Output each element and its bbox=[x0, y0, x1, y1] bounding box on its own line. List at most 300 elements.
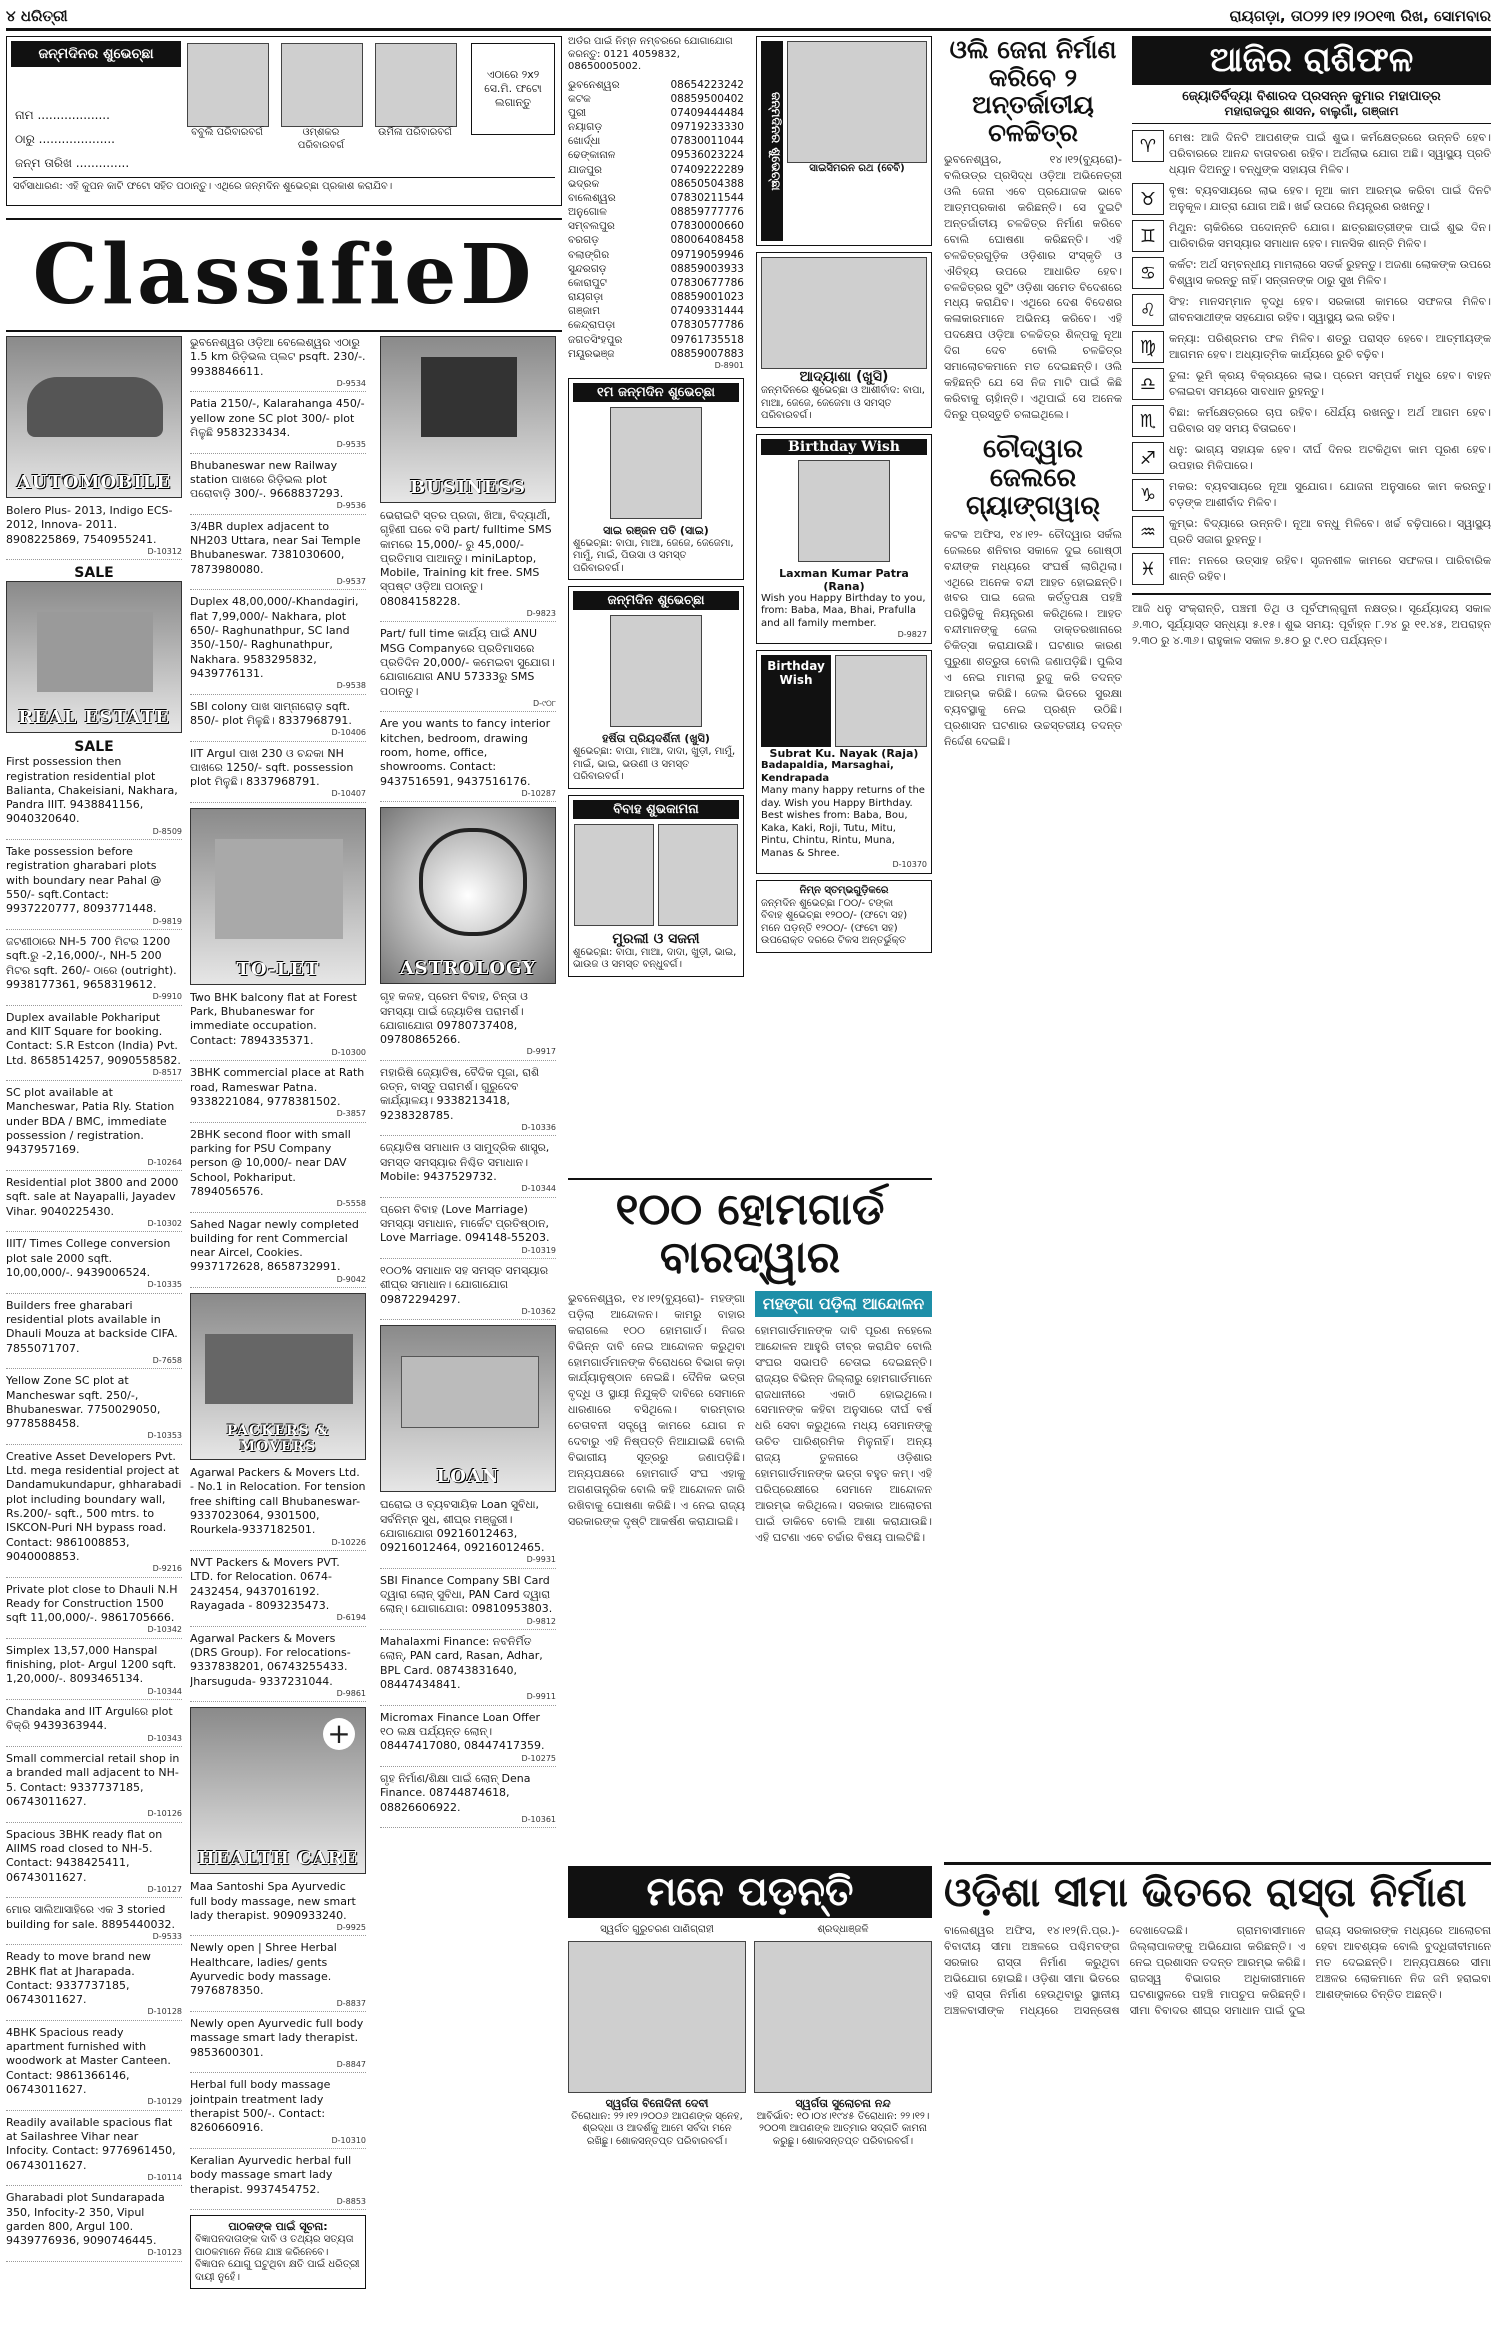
ad-code: D-9931 bbox=[526, 1555, 556, 1565]
ad-text: ଜଟଣୀଠାରେ NH-5 700 ମିଟର 1200 sqft.ରୁ -2,16,000/-, NH-5 200 ମିଟର sqft. 260/- ଠାରେ (outright). 9938177361, 9658319612. bbox=[6, 935, 177, 991]
road-article bbox=[944, 1862, 1491, 2322]
kid-image bbox=[187, 43, 269, 127]
phone-number: 08006408458 bbox=[670, 234, 744, 247]
zodiac-icon: ♓ bbox=[1132, 553, 1164, 585]
ad-code: D-10310 bbox=[331, 2135, 366, 2145]
classified-ad bbox=[380, 1574, 556, 1630]
ad-code: D-7658 bbox=[152, 1355, 182, 1365]
page-number: ୪ ଧରିତ୍ରୀ bbox=[6, 7, 68, 25]
truck-image bbox=[205, 1334, 353, 1404]
district-name: ନୟାଗଡ଼ bbox=[568, 121, 603, 134]
classified-ad bbox=[6, 1828, 182, 1899]
phone-number: 07409222289 bbox=[670, 163, 744, 176]
ad-code: D-3857 bbox=[336, 1109, 366, 1119]
ad-text: SC plot available at Mancheswar, Patia Rly. Station under BDA / BMC, immediate possession / registration. 9437957169. bbox=[6, 1086, 175, 1157]
laxman-text: Wish you Happy Birthday to you, from: Baba, Maa, Bhai, Prafulla and all family member. bbox=[761, 592, 926, 629]
classified-ad bbox=[6, 2026, 182, 2111]
plus-icon: + bbox=[323, 1718, 355, 1750]
horoscope-title: ଆଜିର ରାଶିଫଳ bbox=[1132, 36, 1491, 85]
briefcase-image bbox=[421, 357, 517, 437]
zodiac-entry bbox=[1132, 294, 1491, 326]
district-name: ବାଲେଶ୍ୱର bbox=[568, 191, 616, 204]
memorial-section bbox=[568, 1866, 932, 2316]
birthday-wish-tag: Birthday Wish bbox=[761, 655, 831, 747]
ad-code: D-9537 bbox=[336, 577, 366, 587]
classified-ad bbox=[190, 1941, 366, 2012]
sale-heading: SALE bbox=[74, 739, 114, 756]
building-image bbox=[37, 612, 153, 692]
ad-text: Two BHK balcony flat at Forest Park, Bhubaneswar for immediate occupation. Contact: 7894335371. bbox=[190, 990, 357, 1047]
classified-ad bbox=[6, 1374, 182, 1445]
rate-line: ମନେ ପଡ଼ନ୍ତି ୧୨୦୦/- (ଫଟୋ ସହ) bbox=[761, 922, 898, 934]
ad-code: D-9536 bbox=[336, 501, 366, 511]
phone-number: 07830577786 bbox=[670, 319, 744, 332]
zodiac-icon: ♐ bbox=[1132, 442, 1164, 474]
rate-line: ବିବାହ ଶୁଭେଚ୍ଛା ୧୨୦୦/- (ଫଟୋ ସହ) bbox=[761, 910, 908, 921]
classified-ad bbox=[380, 1711, 556, 1767]
kid-image bbox=[375, 43, 457, 127]
zodiac-wheel-image bbox=[419, 828, 527, 936]
loan-category bbox=[380, 1325, 556, 1492]
ad-text: First possession then registration residential plot Balianta, Chakeisiani, Nakhara, Pandra IIIT. 9438841156, 9040320640. bbox=[6, 755, 178, 826]
ad-text: Spacious 3BHK ready flat on AIIMS road closed to NH-5. Contact: 9438425411, 06743011627. bbox=[6, 1827, 163, 1884]
memorial-caption: ସ୍ୱର୍ଗତ ଗୁରୁଚରଣ ପାଣିଗ୍ରାହୀ bbox=[600, 1924, 714, 1935]
classified-ad bbox=[380, 627, 556, 712]
phone-row bbox=[568, 163, 744, 177]
classified-ad bbox=[190, 991, 366, 1062]
business-category bbox=[380, 336, 556, 503]
phone-row bbox=[568, 134, 744, 148]
ad-code: D-10343 bbox=[147, 1733, 182, 1743]
ad-text: Micromax Finance Loan Offer ୧୦ ଲକ୍ଷ ପର୍ଯ୍ୟନ୍ତ ଲୋନ୍। 08447417080, 08447417359. bbox=[380, 1710, 545, 1753]
ad-code: D-10319 bbox=[521, 1245, 556, 1255]
classified-ad bbox=[380, 1141, 556, 1197]
ad-text: Builders free gharabari residential plots available in Dhauli Mouza at backside CIFA. 7855071707. bbox=[6, 1298, 178, 1355]
road-story: ବାଲେଶ୍ୱର ଅଫିସ, ୧୪।୧୨(ନି.ପ୍ର.)- ବିବାଦୀୟ ସୀମା ଅଞ୍ଚଳରେ ପଶ୍ଚିମବଙ୍ଗ ସରକାର ରାସ୍ତା ନିର୍ମାଣ କରୁଥିବା ଅଭିଯୋଗ ହୋଇଛି। ଓଡ଼ିଶା ସୀମା ଭିତରେ ଏହି ରାସ୍ତା ନିର୍ମାଣ ହେଉଥିବାରୁ ସ୍ଥାନୀୟ ଅଞ୍ଚଳବାସୀଙ୍କ ମଧ୍ୟରେ ଅସନ୍ତୋଷ ଦେଖାଦେଇଛି। ଗ୍ରାମବାସୀମାନେ ଜିଲ୍ଲାପାଳଙ୍କୁ ଅଭିଯୋଗ କରିଛନ୍ତି। ଏ ନେଇ ପ୍ରଶାସନ ତଦନ୍ତ ଆରମ୍ଭ କରିଛି। ରାଜସ୍ୱ ବିଭାଗର ଅଧିକାରୀମାନେ ଘଟଣାସ୍ଥଳରେ ପହଞ୍ଚି ମାପଚୁପ କରିଛନ୍ତି। ସୀମା ବିବାଦର ଶୀଘ୍ର ସମାଧାନ ପାଇଁ ଦୁଇ ରାଜ୍ୟ ସରକାରଙ୍କ ମଧ୍ୟରେ ଆଲୋଚନା ହେବା ଆବଶ୍ୟକ ବୋଲି ବୁଦ୍ଧିଜୀବୀମାନେ ମତ ଦେଇଛନ୍ତି। ଅନ୍ୟପକ୍ଷରେ ସୀମା ଅଞ୍ଚଳର ଲୋକମାନେ ନିଜ ଜମି ହରାଇବା ଆଶଙ୍କାରେ ଚିନ୍ତିତ ଅଛନ୍ତି। bbox=[944, 1924, 1491, 2017]
astrology-ads bbox=[380, 990, 556, 1320]
ad-text: Are you wants to fancy interior kitchen, bedroom, drawing room, home, office, showrooms. Contact: 9437516591, 9437516176. bbox=[380, 717, 551, 788]
homeguard-headline: ୧୦୦ ହୋମଗାର୍ଡ ବାରଦ୍ୱାର bbox=[568, 1178, 932, 1283]
birthday-greeting bbox=[568, 586, 744, 789]
date-label: ଜନ୍ମ ତାରିଖ bbox=[15, 156, 72, 170]
ad-code: D-8509 bbox=[152, 826, 182, 836]
tolet-category bbox=[190, 808, 366, 985]
phone-number: 08859007883 bbox=[670, 347, 744, 360]
page-dateline: ରାୟଗଡ଼ା, ତା୦୨୨।୧୨।୨୦୧୩ ରିଖ, ସୋମବାର bbox=[1229, 7, 1491, 25]
ad-text: ପ୍ରେମ ବିବାହ (Love Marriage) ସମସ୍ୟା ସମାଧାନ, ମାର୍କେଟ ପ୍ରତିଷ୍ଠାନ, Love Marriage. 094148-55203. bbox=[380, 1202, 550, 1245]
birthday-form-title: ଜନ୍ମଦିନର ଶୁଭେଚ୍ଛା bbox=[11, 41, 181, 67]
phone-row bbox=[568, 92, 744, 106]
phone-number: 07830677786 bbox=[670, 276, 744, 289]
greeting-text: ଶୁଭେଚ୍ଛା: ବାପା, ମାଆ, ଜେଜେ, ଜେଜେମା, ମାମୁଁ, ମାଇଁ, ପିଉସା ଓ ସମସ୍ତ ପରିବାରବର୍ଗ। bbox=[573, 537, 734, 574]
memorial-name: ସ୍ୱର୍ଗତା ସୁଲୋଚନା ନନ୍ଦ bbox=[795, 2096, 891, 2110]
phone-row bbox=[568, 290, 744, 304]
kid-photo bbox=[281, 43, 361, 152]
classified-ad bbox=[190, 595, 366, 694]
bride-photo bbox=[658, 824, 738, 926]
classified-ad bbox=[6, 1237, 182, 1293]
groom-photo bbox=[574, 824, 654, 926]
ad-code: D-9819 bbox=[152, 916, 182, 926]
memorial-photo bbox=[754, 1941, 932, 2093]
zodiac-entry bbox=[1132, 183, 1491, 215]
phone-row bbox=[568, 248, 744, 262]
ad-code: D-10361 bbox=[521, 1814, 556, 1824]
phone-row bbox=[568, 191, 744, 205]
district-name: ଯାଜପୁର bbox=[568, 163, 602, 176]
house-image bbox=[215, 839, 343, 939]
birthday-greeting bbox=[756, 252, 932, 428]
ad-code: D-10275 bbox=[521, 1753, 556, 1763]
district-phone-list bbox=[568, 78, 744, 361]
ad-code: D-10129 bbox=[147, 2097, 182, 2107]
classified-ad bbox=[190, 1556, 366, 1627]
ad-code: D-9917 bbox=[526, 1047, 556, 1057]
notice-title: ପାଠକଙ୍କ ପାଇଁ ସୂଚନା: bbox=[228, 2220, 328, 2234]
horoscope-section bbox=[1132, 36, 1491, 1854]
ad-text: Ready to move brand new 2BHK flat at Jharapada. Contact: 9337737185, 06743011627. bbox=[6, 1950, 151, 2007]
classified-ad bbox=[380, 717, 556, 802]
district-name: ସୁନ୍ଦରଗଡ଼ bbox=[568, 262, 607, 275]
car-image bbox=[27, 377, 163, 437]
ad-text: IIT Argul ପାଖ 230 ଓ ଚନ୍ଦକା NH ପାଖରେ 1250/- sqft. possession plot ମିଳୁଛି। 8337968791. bbox=[190, 746, 354, 789]
ad-text: Readily available spacious flat at Sailashree Vihar near Infocity. Contact: 9776961450, 06743011627. bbox=[6, 2115, 176, 2172]
ad-code: D-୯୦୮ bbox=[533, 698, 556, 708]
classified-ad bbox=[190, 1128, 366, 1213]
kid-caption: ଓମ୍ଶକର ପରିବାରବର୍ଗ bbox=[297, 127, 345, 151]
birthday-form bbox=[6, 36, 562, 206]
phone-row bbox=[568, 148, 744, 162]
classified-ad bbox=[190, 397, 366, 453]
ad-text: Simplex 13,57,000 Hanspal finishing, plot- Argul 1200 sqft. 1,20,000/-. 8093465134. bbox=[6, 1643, 177, 1686]
district-name: ମୟୂରଭଞ୍ଜ bbox=[568, 347, 615, 360]
gangwar-story: କଟକ ଅଫିସ, ୧୪।୧୨- ଚୌଦ୍ୱାର ସର୍କଲ ଜେଲରେ ଶନିବାର ସକାଳେ ଦୁଇ ଗୋଷ୍ଠୀ ବନ୍ଦୀଙ୍କ ମଧ୍ୟରେ ସଂଘର୍ଷ ଲାଗିଥିଲା। ଏଥିରେ ଅନେକ ବନ୍ଦୀ ଆହତ ହୋଇଛନ୍ତି। ଖବର ପାଇ ଜେଲ କର୍ତ୍ତୃପକ୍ଷ ପହଞ୍ଚି ପରିସ୍ଥିତିକୁ ନିୟନ୍ତ୍ରଣ କରିଥିଲେ। ଆହତ ବନ୍ଦୀମାନଙ୍କୁ ଜେଲ ଡାକ୍ତରଖାନାରେ ଚିକିତ୍ସା କରାଯାଉଛି। ଘଟଣାର କାରଣ ପୁରୁଣା ଶତ୍ରୁତା ବୋଲି ଜଣାପଡ଼ିଛି। ପୁଲିସ ଏ ନେଇ ମାମଲା ରୁଜୁ କରି ତଦନ୍ତ ଆରମ୍ଭ କରିଛି। ଜେଲ ଭିତରେ ସୁରକ୍ଷା ବ୍ୟବସ୍ଥାକୁ ନେଇ ପ୍ରଶ୍ନ ଉଠିଛି। ପ୍ରଶାସନ ଘଟଣାର ଉଚ୍ଚସ୍ତରୀୟ ତଦନ୍ତ ନିର୍ଦ୍ଦେଶ ଦେଇଛି। bbox=[944, 527, 1122, 748]
money-image bbox=[401, 1356, 539, 1428]
ad-code: D-10353 bbox=[147, 1431, 182, 1441]
ad-text: Herbal full body massage jointpain treatment lady therapist 500/-. Contact: 8260660916. bbox=[190, 2078, 331, 2135]
phone-number: 07830011044 bbox=[670, 135, 744, 148]
phone-row bbox=[568, 333, 744, 347]
name-label: ନାମ bbox=[15, 108, 34, 122]
classified-ad bbox=[380, 509, 556, 622]
ad-code: D-10336 bbox=[521, 1122, 556, 1132]
ad-text: ଜ୍ୟୋତିଷ ସମାଧାନ ଓ ସାମୁଦ୍ରିକ ଶାସ୍ତ୍ର, ସମସ୍ତ ସମସ୍ୟାର ନିଶ୍ଚିତ ସମାଧାନ। Mobile: 9437529732. bbox=[380, 1141, 550, 1183]
ad-text: SBI Finance Company SBI Card ଦ୍ୱାରା ଲୋନ୍ ସୁବିଧା, PAN Card ଦ୍ୱାରା ଲୋନ୍। ଯୋଗାଯୋଗ: 09810953803. bbox=[380, 1573, 553, 1616]
ad-code: D-9823 bbox=[526, 609, 556, 619]
column-business bbox=[380, 336, 556, 2326]
automobile-label: AUTOMOBILE bbox=[16, 472, 172, 493]
phone-number: 08650504388 bbox=[670, 177, 744, 190]
zodiac-entry bbox=[1132, 257, 1491, 289]
classified-ad bbox=[6, 1176, 182, 1232]
greeting-text: ଶୁଭେଚ୍ଛା: ବାପା, ମାଆ, ଦାଦା, ଖୁଡ଼ୀ, ମାମୁଁ, ମାଇଁ, ଭାଇ, ଭଉଣୀ ଓ ସମସ୍ତ ପରିବାରବର୍ଗ। bbox=[573, 746, 736, 783]
district-name: ଅନୁଗୋଳ bbox=[568, 206, 607, 219]
rate-line: ଉପରୋକ୍ତ ଦରରେ ଟିକସ ଅନ୍ତର୍ଭୁକ୍ତ bbox=[761, 935, 907, 946]
baby-photo bbox=[787, 41, 927, 163]
ad-code: D-10128 bbox=[147, 2007, 182, 2017]
reader-notice bbox=[190, 2215, 366, 2289]
zodiac-icon: ♈ bbox=[1132, 130, 1164, 162]
ad-text: ଭେରାଇଟି ସ୍ତର ପ୍ରଜା, ଖିଆ, ବିଦ୍ୟାର୍ଥୀ, ଗୃହିଣୀ ଘରେ ବସି part/ fulltime SMS କାମରେ 15,000/- ରୁ 45,000/- ପ୍ରତିମାସ ପାଆନ୍ତୁ। miniLaptop, Mobile, Training kit free. SMS ସ୍ପଷ୍ଟ ଓଡ଼ିଆ ପଠାନ୍ତୁ। 08084158228. bbox=[380, 509, 552, 608]
automobile-category bbox=[6, 336, 182, 498]
homeguard-subhead: ମହଙ୍ଗା ପଡ଼ିଲା ଆନ୍ଦୋଳନ bbox=[755, 1291, 932, 1317]
zodiac-icon: ♎ bbox=[1132, 368, 1164, 400]
phone-row bbox=[568, 318, 744, 332]
phone-row bbox=[568, 347, 744, 361]
classified-ad bbox=[6, 1752, 182, 1823]
ad-text: ମୋର ସାଲିଆସାହିରେ ଏକ 3 storied building for sale. 8895440032. bbox=[6, 1903, 175, 1931]
zodiac-icon: ♌ bbox=[1132, 294, 1164, 326]
zodiac-text: ଧନୁ: ଭାଗ୍ୟ ସହାୟକ ହେବ। ଦୀର୍ଘ ଦିନର ଅଟକିଥିବା କାମ ପୂରଣ ହେବ। ଉପହାର ମିଳିପାରେ। bbox=[1169, 443, 1491, 473]
classified-ad bbox=[6, 755, 182, 840]
ad-code: D-6194 bbox=[336, 1613, 366, 1623]
kid-image bbox=[281, 43, 363, 127]
classified-ad bbox=[190, 2154, 366, 2210]
ad-code: D-10126 bbox=[147, 1809, 182, 1819]
ad-text: SBI colony ପାଖ ସାମ୍ନାରୋଡ଼ sqft. 850/- plot ମିଳୁଛି। 8337968791. bbox=[190, 699, 352, 727]
ad-code: D-10362 bbox=[521, 1306, 556, 1316]
zodiac-entry bbox=[1132, 405, 1491, 437]
child-photo bbox=[610, 407, 702, 519]
ad-text: Gharabadi plot Sundarapada 350, Infocity-2 350, Vipul garden 800, Argul 100. 9439776936, 9090746445. bbox=[6, 2191, 165, 2248]
realestate-ads bbox=[6, 755, 182, 2262]
memorial-person bbox=[568, 1924, 746, 2148]
zodiac-text: ମୀନ: ମନରେ ଉତ୍ସାହ ରହିବ। ସୃଜନଶୀଳ କାମରେ ସଫଳତା। ପାରିବାରିକ ଶାନ୍ତି ରହିବ। bbox=[1169, 554, 1491, 584]
from-label: ଠାରୁ bbox=[15, 132, 35, 146]
kid-caption: ବବୁଲି ପରିବାରବର୍ଗ bbox=[191, 127, 263, 138]
ad-text: 2BHK second floor with small parking for PSU Company person @ 10,000/- near DAV School, Pokhariput. 7894056576. bbox=[190, 1127, 351, 1198]
ad-text: Sahed Nagar newly completed building for rent Commercial near Aircel, Cookies. 9937172628, 8658732991. bbox=[190, 1217, 359, 1274]
health-ads bbox=[190, 1880, 366, 2210]
zodiac-icon: ♉ bbox=[1132, 183, 1164, 215]
business-ads bbox=[380, 509, 556, 802]
birthday-wish-title: Birthday Wish bbox=[761, 439, 927, 455]
rates-title: ନିମ୍ନ ସ୍ତମ୍ଭଗୁଡ଼ିକରେ bbox=[799, 885, 889, 896]
ad-code: D-10335 bbox=[147, 1280, 182, 1290]
packers-label: PACKERS & MOVERS bbox=[226, 1423, 330, 1456]
memorial-person bbox=[754, 1924, 932, 2148]
phone-number: 09719233330 bbox=[670, 121, 744, 134]
ad-text: Part/ full time କାର୍ଯ୍ୟ ପାଇଁ ANU MSG Companyରେ ପ୍ରତିମାସରେ ପ୍ରତିଦିନ 20,000/- କମେଇବା ସୁଯୋଗ। ଯୋଗାଯୋଗ ANU 57333ରୁ SMS ପଠାନ୍ତୁ। bbox=[380, 627, 555, 698]
packers-ads bbox=[190, 1466, 366, 1702]
wedding-title: ବିବାହ ଶୁଭକାମନା bbox=[573, 800, 739, 819]
photo-placeholder-box: ଏଠାରେ ୨x୨ ସେ.ମି. ଫଟୋ ଲଗାନ୍ତୁ bbox=[471, 43, 555, 135]
ad-code: D-10300 bbox=[331, 1048, 366, 1058]
ad-code: D-10302 bbox=[147, 1218, 182, 1228]
ad-text: Patia 2150/-, Kalarahanga 450/- yellow zone SC plot 300/- plot ମିଳୁଛି 9583233434. bbox=[190, 397, 365, 439]
ad-text: Creative Asset Developers Pvt. Ltd. mega residential project at Dandamukundapur, ghharabadi plot including boundary wall, Rs.200/- sqft., 500 mtrs. to ISKCON-Puri NH bypass road. Contact: 9861008853, 9040008853. bbox=[6, 1449, 182, 1563]
ad-text: Residential plot 3800 and 2000 sqft. sale at Nayapalli, Jayadev Vihar. 9040225430. bbox=[6, 1176, 179, 1218]
ad-text: 3BHK commercial place at Rath road, Rameswar Patna. 9338221084, 9778381502. bbox=[190, 1066, 365, 1109]
zodiac-text: କନ୍ୟା: ପରିଶ୍ରମର ଫଳ ମିଳିବ। ଶତ୍ରୁ ପରାସ୍ତ ହେବେ। ଆତ୍ମୀୟଙ୍କ ଆଗମନ ହେବ। ଅଧ୍ୟାତ୍ମିକ କାର୍ଯ୍ୟରେ ରୁଚି ବଢ଼ିବ। bbox=[1169, 332, 1491, 362]
ad-code: D-10407 bbox=[331, 789, 366, 799]
ad-text: Mahalaxmi Finance: ନବନିର୍ମିତ ଲୋନ୍, PAN card, Rasan, Adhar, BPL Card. 08743831640, 08447434841. bbox=[380, 1635, 543, 1691]
zodiac-entry bbox=[1132, 130, 1491, 178]
page-header bbox=[6, 4, 1491, 31]
subrat-text: Many many happy returns of the day. Wish you Happy Birthday. Best wishes from: Baba, Bou, Kaka, Kaki, Roji, Tutu, Mitu, Pintu, Chintu, Rintu, Muna, Manas & Shree. bbox=[761, 785, 925, 859]
ad-code: D-9538 bbox=[336, 681, 366, 691]
ad-text: Agarwal Packers & Movers (DRS Group). For relocations-9337838201, 06743255433. Jharsuguda- 9337231044. bbox=[190, 1631, 351, 1688]
ad-code: D-10344 bbox=[521, 1184, 556, 1194]
ad-text: Keralian Ayurvedic herbal full body massage smart lady therapist. 9937454752. bbox=[190, 2153, 352, 2196]
laxman-photo bbox=[798, 460, 890, 562]
zodiac-text: କର୍କଟ: ଅର୍ଥ ସମ୍ବନ୍ଧୀୟ ମାମଲାରେ ସତର୍କ ରୁହନ୍ତୁ। ଅଜଣା ଲୋକଙ୍କ ଉପରେ ବିଶ୍ୱାସ କରନ୍ତୁ ନାହିଁ। ସନ୍ତାନଙ୍କ ଠାରୁ ସୁଖ ମିଳିବ। bbox=[1169, 258, 1491, 288]
classified-ad bbox=[380, 1066, 556, 1137]
greeting-title: ୧ମ ଜନ୍ମଦିନ ଶୁଭେଚ୍ଛା bbox=[573, 383, 739, 402]
column-news bbox=[944, 36, 1122, 1416]
phones-code: D-8901 bbox=[714, 360, 744, 370]
classified-ad bbox=[380, 990, 556, 1061]
ad-code: D-10406 bbox=[331, 728, 366, 738]
realestate-label: REAL ESTATE bbox=[18, 707, 170, 729]
district-name: ପୁରୀ bbox=[568, 106, 587, 119]
notice-text: ବିଜ୍ଞାପନଦାତାଙ୍କ ଦାବି ଓ ତଥ୍ୟର ସତ୍ୟତା ପାଠକମାନେ ନିଜେ ଯାଞ୍ଚ କରିନେବେ। ବିଜ୍ଞାପନ ଯୋଗୁ ଘଟୁଥିବା କ୍ଷତି ପାଇଁ ଧରିତ୍ରୀ ଦାୟୀ ନୁହେଁ। bbox=[195, 2234, 360, 2283]
ad-code: D-9861 bbox=[336, 1688, 366, 1698]
phone-number: 09761735518 bbox=[670, 333, 744, 346]
zodiac-icon: ♒ bbox=[1132, 516, 1164, 548]
zodiac-text: ମିଥୁନ: ଚାକିରିରେ ପଦୋନ୍ନତି ଯୋଗ। ଛାତ୍ରଛାତ୍ରୀଙ୍କ ପାଇଁ ଶୁଭ ଦିନ। ପାରିବାରିକ ସମସ୍ୟାର ସମାଧାନ ହେବ। ମାନସିକ ଶାନ୍ତି ମିଳିବ। bbox=[1169, 221, 1491, 251]
classified-ad bbox=[190, 1218, 366, 1289]
classified-ad bbox=[190, 1466, 366, 1551]
ad-code: D-10127 bbox=[147, 1884, 182, 1894]
zodiac-icon: ♊ bbox=[1132, 220, 1164, 252]
ad-code: D-8517 bbox=[152, 1067, 182, 1077]
zodiac-list bbox=[1132, 130, 1491, 585]
phone-row bbox=[568, 233, 744, 247]
phone-number: 07409444484 bbox=[670, 106, 744, 119]
subrat-code: D-10370 bbox=[892, 860, 927, 869]
baby-name: ସାଇସିମରନ ରଥ (ବେବି) bbox=[809, 163, 905, 174]
column-tolet bbox=[190, 336, 366, 2326]
film-headline: ଓଲି ଜେନା ନିର୍ମାଣ କରିବେ ୨ ଅନ୍ତର୍ଜାତୀୟ ଚଳଚ୍ଚିତ୍ର bbox=[949, 36, 1117, 147]
classified-ad bbox=[6, 845, 182, 930]
classified-ad bbox=[6, 1950, 182, 2021]
classified-ad bbox=[190, 2078, 366, 2149]
zodiac-entry bbox=[1132, 220, 1491, 252]
ad-code: D-10114 bbox=[147, 2172, 182, 2182]
ad-text: Bhubaneswar new Railway station ପାଖରେ ରିଡ଼ିଭଲ plot ପରୋବାଡ଼ି 300/-. 9668837293. bbox=[190, 458, 344, 501]
ad-code: D-10287 bbox=[521, 788, 556, 798]
girl-photo bbox=[761, 257, 927, 369]
memorial-title: ମନେ ପଡ଼ନ୍ତି bbox=[568, 1866, 932, 1918]
form-fields: ନାମ ................... ଠାରୁ .................... ଜନ୍ମ ତାରିଖ .............. bbox=[15, 108, 130, 170]
birthday-wish-laxman bbox=[756, 434, 932, 645]
district-name: ଭଦ୍ରକ bbox=[568, 177, 600, 190]
ad-code: D-10342 bbox=[147, 1625, 182, 1635]
memorial-photo bbox=[568, 1941, 746, 2093]
classified-ad bbox=[6, 1450, 182, 1578]
sale-heading: SALE bbox=[74, 565, 114, 582]
ad-code: D-9534 bbox=[336, 378, 366, 388]
classified-ad bbox=[6, 2191, 182, 2262]
zodiac-icon: ♋ bbox=[1132, 257, 1164, 289]
ad-text: Newly open Ayurvedic full body massage smart lady therapist. 9853600301. bbox=[190, 2017, 364, 2059]
ad-text: 3/4BR duplex adjacent to NH203 Uttara, near Sai Temple Bhubaneswar. 7381030600, 7873980080. bbox=[190, 519, 361, 576]
ad-text: Maa Santoshi Spa Ayurvedic full body massage, new smart lady therapist. 9090933240. bbox=[190, 1880, 356, 1922]
astrologer-address: ମହାରାଜପୁର ଶାସନ, ବାଲୁଗାଁ, ଗଞ୍ଜାମ bbox=[1132, 104, 1491, 124]
ad-text: NVT Packers & Movers PVT. LTD. for Relocation. 0674-2432454, 9437016192. Rayagada - 8093235473. bbox=[190, 1556, 340, 1612]
memorial-text: ଆବିର୍ଭାବ: ୧୦।୦୪।୧୯୪୫ ତିରୋଧାନ: ୨୨।୧୨।୨୦୦୩ ଆପଣଙ୍କ ଆତ୍ମାର ସଦ୍‌ଗତି କାମନା କରୁଛୁ। ଶୋକସନ୍ତପ୍ତ ପରିବାରବର୍ଗ। bbox=[756, 2110, 930, 2147]
district-name: ଜଗତସିଂହପୁର bbox=[568, 333, 623, 346]
ad-text: Duplex 48,00,000/-Khandagiri, flat 7,99,000/- Nakhara, plot 650/- Raghunathpur, SC land 350/-150/- Raghunathpur, Nakhara. 9583295832, 9439776131. bbox=[190, 595, 359, 680]
child-photo bbox=[610, 615, 702, 727]
wedding-greeting bbox=[568, 795, 744, 977]
zodiac-text: ମକର: ବ୍ୟବସାୟରେ ନୂଆ ସୁଯୋଗ। ଯୋଜନା ଅନୁସାରେ କାମ କରନ୍ତୁ। ବଡ଼ଙ୍କ ଆଶୀର୍ବାଦ ମିଳିବ। bbox=[1169, 480, 1491, 510]
phone-row bbox=[568, 219, 744, 233]
zodiac-entry bbox=[1132, 442, 1491, 474]
ad-code: D-9910 bbox=[152, 992, 182, 1002]
health-label: HEALTH CARE bbox=[197, 1848, 359, 1870]
kid-photo bbox=[375, 43, 455, 152]
ad-code: D-9533 bbox=[152, 1931, 182, 1941]
ad-text: Yellow Zone SC plot at Mancheswar sqft. 250/-, Bhubaneswar. 7750029050, 9778588458. bbox=[6, 1374, 161, 1431]
phone-row bbox=[568, 276, 744, 290]
memorial-text: ତିରୋଧାନ: ୨୨।୧୨।୨୦୦୬ ଆପଣଙ୍କ ସ୍ନେହ, ଶ୍ରଦ୍ଧା ଓ ଆଦର୍ଶକୁ ଆମେ ସର୍ବଦା ମନେ ରଖିଛୁ। ଶୋକସନ୍ତପ୍ତ ପରିବାରବର୍ଗ। bbox=[571, 2110, 743, 2147]
rates-box bbox=[756, 880, 932, 953]
phone-number: 08859003933 bbox=[670, 262, 744, 275]
form-note: ସର୍ବସାଧାରଣ: ଏହି କୁପନ କାଟି ଫଟୋ ସହିତ ପଠାନ୍ତୁ। ଏଥିରେ ଜନ୍ମଦିନ ଶୁଭେଚ୍ଛା ପ୍ରକାଶ କରାଯିବ। bbox=[13, 177, 555, 194]
zodiac-text: କୁମ୍ଭ: ବିଦ୍ୟାରେ ଉନ୍ନତି। ନୂଆ ବନ୍ଧୁ ମିଳିବେ। ଖର୍ଚ୍ଚ ବଢ଼ିପାରେ। ସ୍ୱାସ୍ଥ୍ୟ ପ୍ରତି ସଜାଗ ରୁହନ୍ତୁ। bbox=[1169, 517, 1491, 547]
business-label: BUSINESS bbox=[409, 477, 527, 498]
classified-ad bbox=[190, 336, 366, 392]
health-category bbox=[190, 1707, 366, 1874]
classified-ad bbox=[380, 1264, 556, 1320]
column-realestate bbox=[6, 336, 182, 2326]
ad-text: Private plot close to Dhauli N.H Ready for Construction 1500 sqft 11,00,000/-. 9861705666. bbox=[6, 1582, 178, 1625]
zodiac-icon: ♑ bbox=[1132, 479, 1164, 511]
film-story: ଭୁବନେଶ୍ୱର, ୧୪।୧୨(ବ୍ୟୁରୋ)- ବଲିଉଡ୍‌ର ପ୍ରସିଦ୍ଧ ଓଡ଼ିଆ ଅଭିନେତ୍ରୀ ଓଲି ଜେନା ଏବେ ପ୍ରଯୋଜକ ଭାବେ ଆତ୍ମପ୍ରକାଶ କରିଛନ୍ତି। ସେ ଦୁଇଟି ଅନ୍ତର୍ଜାତୀୟ ଚଳଚ୍ଚିତ୍ର ନିର୍ମାଣ କରିବେ ବୋଲି ଘୋଷଣା କରିଛନ୍ତି। ଏହି ଚଳଚ୍ଚିତ୍ରଗୁଡ଼ିକ ଓଡ଼ିଶାର ସଂସ୍କୃତି ଓ ଐତିହ୍ୟ ଉପରେ ଆଧାରିତ ହେବ। ଚଳଚ୍ଚିତ୍ରର ସୁଟିଂ ଓଡ଼ିଶା ସମେତ ବିଦେଶରେ ମଧ୍ୟ କରାଯିବ। ଏଥିରେ ଦେଶ ବିଦେଶର କଳାକାରମାନେ ଅଭିନୟ କରିବେ। ଏହି ପଦକ୍ଷେପ ଓଡ଼ିଆ ଚଳଚ୍ଚିତ୍ର ଶିଳ୍ପକୁ ନୂଆ ଦିଗ ଦେବ ବୋଲି ଚଳଚ୍ଚିତ୍ର ସମାଲୋଚକମାନେ ମତ ଦେଇଛନ୍ତି। ଓଲି କହିଛନ୍ତି ଯେ ସେ ନିଜ ମାଟି ପାଇଁ କିଛି କରିବାକୁ ଚାହାଁନ୍ତି। ଏଥିପାଇଁ ସେ ଅନେକ ଦିନରୁ ପ୍ରସ୍ତୁତି ଚଳାଇଥିଲେ। bbox=[944, 153, 1122, 421]
district-name: ଢେଙ୍କାନାଳ bbox=[568, 149, 616, 162]
road-headline: ଓଡ଼ିଶା ସୀମା ଭିତରେ ରାସ୍ତା ନିର୍ମାଣ bbox=[944, 1862, 1491, 1915]
district-name: କୋରାପୁଟ bbox=[568, 276, 607, 289]
zodiac-entry bbox=[1132, 553, 1491, 585]
loan-label: LOAN bbox=[436, 1466, 500, 1488]
classified-ad bbox=[6, 2116, 182, 2187]
classified-ad bbox=[6, 1644, 182, 1700]
district-name: କଟକ bbox=[568, 92, 591, 105]
district-name: ରାୟଗଡ଼ା bbox=[568, 291, 604, 304]
ad-text: Duplex available Pokhariput and KIIT Square for booking. Contact: S.R Estcon (India) Pvt. Ltd. 8658514257, 9090558582. bbox=[6, 1010, 181, 1067]
child-name: ସାଇ ରଞ୍ଜନ ପତି (ସାଇ) bbox=[603, 523, 709, 537]
zodiac-entry bbox=[1132, 331, 1491, 363]
zodiac-text: ସିଂହ: ମାନସମ୍ମାନ ବୃଦ୍ଧି ହେବ। ସରକାରୀ କାମରେ ସଫଳତା ମିଳିବ। ଜୀବନସାଥୀଙ୍କ ସହଯୋଗ ରହିବ। ସ୍ୱାସ୍ଥ୍ୟ ଭଲ ରହିବ। bbox=[1169, 295, 1491, 325]
zodiac-text: ବୃଷ: ବ୍ୟବସାୟରେ ଲାଭ ହେବ। ନୂଆ କାମ ଆରମ୍ଭ କରିବା ପାଇଁ ଦିନଟି ଅନୁକୂଳ। ଯାତ୍ରା ଯୋଗ ଅଛି। ଖର୍ଚ୍ଚ ଉପରେ ନିୟନ୍ତ୍ରଣ ରଖନ୍ତୁ। bbox=[1169, 184, 1491, 214]
subrat-name: Subrat Ku. Nayak (Raja) bbox=[769, 747, 919, 760]
district-name: ଗଞ୍ଜାମ bbox=[568, 305, 601, 318]
realestate-category bbox=[6, 581, 182, 733]
classified-ad bbox=[190, 700, 366, 742]
zodiac-entry bbox=[1132, 479, 1491, 511]
ad-text: Chandaka and IIT Argulରେ plot ବିକ୍ରି 9439363944. bbox=[6, 1705, 173, 1733]
baby-greeting bbox=[756, 36, 932, 246]
phone-row bbox=[568, 304, 744, 318]
homeguard-story-2: ହୋମଗାର୍ଡମାନଙ୍କ ଦାବି ପୂରଣ ନହେଲେ ଆନ୍ଦୋଳନ ଆହୁରି ତୀବ୍ର କରାଯିବ ବୋଲି ସଂଘର ସଭାପତି ଚେତାଇ ଦେଇଛନ୍ତି। ରାଜ୍ୟର ବିଭିନ୍ନ ଜିଲ୍ଲାରୁ ହୋମଗାର୍ଡମାନେ ରାଜଧାନୀରେ ଏକାଠି ହୋଇଥିଲେ। ସେମାନଙ୍କ କହିବା ଅନୁସାରେ ଦୀର୍ଘ ବର୍ଷ ଧରି ସେବା କରୁଥିଲେ ମଧ୍ୟ ସେମାନଙ୍କୁ ଉଚିତ ପାରିଶ୍ରମିକ ମିଳୁନାହିଁ। ଅନ୍ୟ ରାଜ୍ୟ ତୁଳନାରେ ଓଡ଼ିଶାର ହୋମଗାର୍ଡମାନଙ୍କ ଭତ୍ତା ବହୁତ କମ୍। ଏହି ପରିପ୍ରେକ୍ଷୀରେ ସେମାନେ ଆନ୍ଦୋଳନ ଆରମ୍ଭ କରିଥିଲେ। ସରକାର ଆଲୋଚନା ପାଇଁ ଡାକିବେ ବୋଲି ଆଶା କରାଯାଉଛି। ଏହି ଘଟଣା ଏବେ ଚର୍ଚ୍ଚାର ବିଷୟ ପାଲଟିଛି। bbox=[755, 1323, 932, 1544]
phone-row bbox=[568, 106, 744, 120]
homeguard-story: ଭୁବନେଶ୍ୱର, ୧୪।୧୨(ବ୍ୟୁରୋ)- ମହଙ୍ଗା ପଡ଼ିଲା ଆନ୍ଦୋଳନ। କାମରୁ ବାହାର କରାଗଲେ ୧୦୦ ହୋମଗାର୍ଡ। ନିଜର ବିଭିନ୍ନ ଦାବି ନେଇ ଆନ୍ଦୋଳନ କରୁଥିବା ହୋମଗାର୍ଡମାନଙ୍କ ବିରୋଧରେ ବିଭାଗ କଡ଼ା କାର୍ଯ୍ୟାନୁଷ୍ଠାନ ନେଇଛି। ଦୈନିକ ଭତ୍ତା ବୃଦ୍ଧି ଓ ସ୍ଥାୟୀ ନିଯୁକ୍ତି ଦାବିରେ ସେମାନେ ଧାରଣାରେ ବସିଥିଲେ। ବାରମ୍ବାର ଚେତାବନୀ ସତ୍ତ୍ୱେ କାମରେ ଯୋଗ ନ ଦେବାରୁ ଏହି ନିଷ୍ପତ୍ତି ନିଆଯାଇଛି ବୋଲି ବିଭାଗୀୟ ସୂତ୍ରରୁ ଜଣାପଡ଼ିଛି। ଅନ୍ୟପକ୍ଷରେ ହୋମଗାର୍ଡ ସଂଘ ଏହାକୁ ଅଗଣତାନ୍ତ୍ରିକ ବୋଲି କହି ଆନ୍ଦୋଳନ ଜାରି ରଖିବାକୁ ଘୋଷଣା କରିଛି। ଏ ନେଇ ରାଜ୍ୟ ସରକାରଙ୍କ ଦୃଷ୍ଟି ଆକର୍ଷଣ କରାଯାଇଛି। bbox=[568, 1291, 745, 1528]
ad-code: D-8847 bbox=[336, 2059, 366, 2069]
astrology-category bbox=[380, 807, 556, 984]
ad-code: D-9925 bbox=[336, 1923, 366, 1933]
wedding-text: ଶୁଭେଚ୍ଛା: ବାପା, ମାଆ, ଦାଦା, ଖୁଡ଼ୀ, ଭାଇ, ଭାଉଜ ଓ ସମସ୍ତ ବନ୍ଧୁବର୍ଗ। bbox=[573, 946, 737, 971]
phone-row bbox=[568, 262, 744, 276]
birthday-greeting bbox=[568, 378, 744, 581]
panchang: ଆଜି ଧନୁ ସଂକ୍ରାନ୍ତି, ପଞ୍ଚମୀ ତିଥି ଓ ପୂର୍ବଫାଲ୍‌ଗୁନୀ ନକ୍ଷତ୍ର। ସୂର୍ଯ୍ୟୋଦୟ ସକାଳ ୬.୩୦, ସୂର୍ଯ୍ୟାସ୍ତ ସନ୍ଧ୍ୟା ୫.୧୫। ଶୁଭ ସମୟ: ପୂର୍ବାହ୍ନ ୮.୨୪ ରୁ ୧୧.୪୫, ଅପରାହ୍ନ ୨.୩୦ ରୁ ୪.୩୬। ରାହୁକାଳ ସକାଳ ୭.୫୦ ରୁ ୯.୧୦ ପର୍ଯ୍ୟନ୍ତ। bbox=[1132, 593, 1491, 649]
ad-code: D-9911 bbox=[526, 1692, 556, 1702]
birthday-wish-subrat bbox=[756, 650, 932, 874]
ad-code: D-10264 bbox=[147, 1157, 182, 1167]
ad-code: D-5558 bbox=[336, 1199, 366, 1209]
ad-text: Take possession before registration gharabari plots with boundary near Pahal @ 550/- sqft.Contact: 9937220777, 8093771448. bbox=[6, 845, 162, 916]
